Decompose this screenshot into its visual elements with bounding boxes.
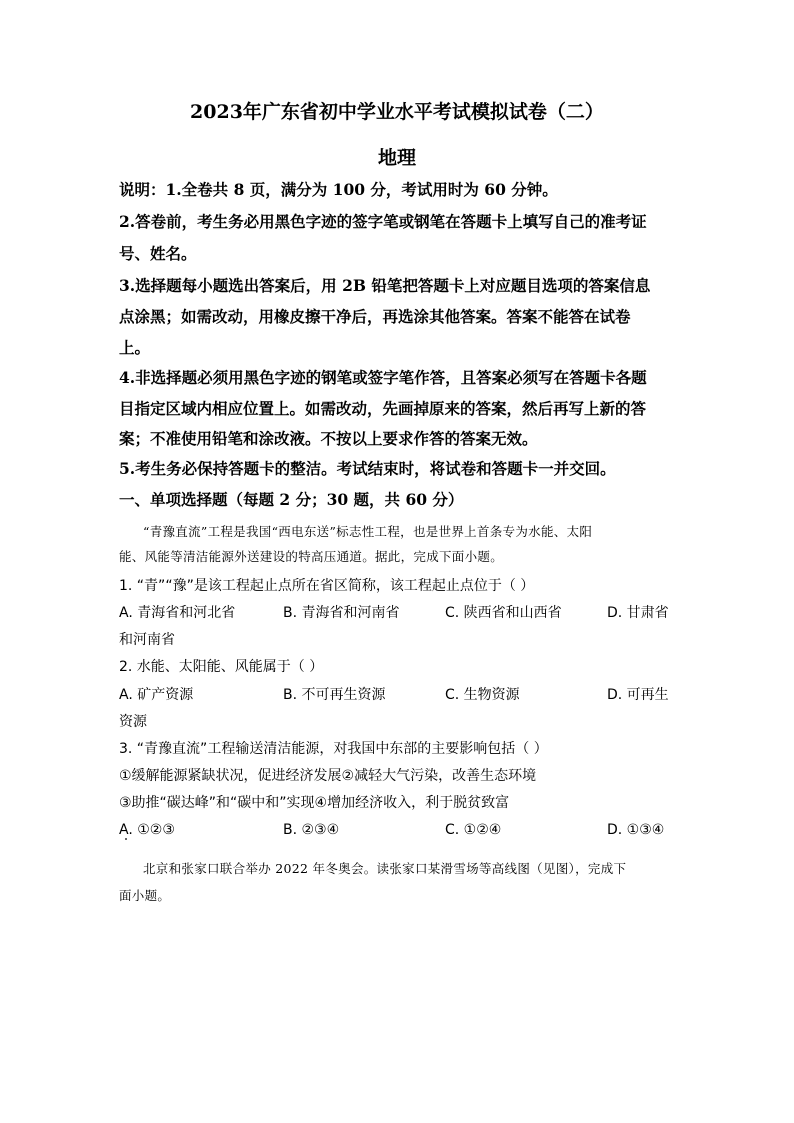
instruction-line: 案；不准使用铅笔和涂改液。不按以上要求作答的答案无效。 (119, 429, 538, 448)
exam-title: 2023年广东省初中学业水平考试模拟试卷（二） (190, 101, 604, 123)
instruction-line: 目指定区域内相应位置上。如需改动，先画掉原来的答案，然后再写上新的答 (119, 399, 647, 418)
passage-line: 能、风能等清洁能源外送建设的特高压通道。据此，完成下面小题。 (119, 549, 504, 564)
instruction-line: 4.非选择题必须用黑色字迹的钢笔或签字笔作答，且答案必须写在答题卡各题 (119, 368, 647, 387)
statement-line: ①缓解能源紧缺状况，促进经济发展②减轻大气污染，改善生态环境 (119, 768, 537, 784)
passage-line: “青豫直流”工程是我国“西电东送”标志性工程，也是世界上首条专为水能、太阳 (143, 524, 593, 539)
instruction-line: 2.答卷前，考生务必用黑色字迹的签字笔或钢笔在答题卡上填写自己的准考证 (119, 212, 647, 231)
instruction-line: 说明：1.全卷共 8 页，满分为 100 分，考试用时为 60 分钟。 (119, 180, 558, 199)
passage-line: 北京和张家口联合举办 2022 年冬奥会。读张家口某滑雪场等高线图（见图），完成下 (143, 861, 627, 876)
option-d: D. 甘肃省 (607, 605, 669, 621)
option-a: A. 青海省和河北省 (119, 605, 236, 621)
subject-title: 地理 (377, 147, 416, 169)
passage-line: 面小题。 (119, 888, 171, 903)
instruction-line: 5.考生务必保持答题卡的整洁。考试结束时，将试卷和答题卡一并交回。 (119, 459, 616, 478)
question-stem: 1. “青”“豫”是该工程起止点所在省区简称，该工程起止点位于（ ） (119, 578, 535, 594)
option-d: D. ①③④ (607, 822, 665, 838)
instruction-line: 3.选择题每小题选出答案后，用 2B 铅笔把答题卡上对应题目选项的答案信息 (119, 276, 651, 295)
question-stem: 2. 水能、太阳能、风能属于（ ） (119, 659, 324, 675)
instruction-line: 上。 (119, 338, 151, 357)
option-d: D. 可再生 (607, 687, 669, 703)
instruction-line: 号、姓名。 (119, 244, 197, 263)
option-b: B. 青海省和河南省 (283, 605, 400, 621)
instruction-line: 点涂黑；如需改动，用橡皮擦干净后，再选涂其他答案。答案不能答在试卷 (119, 307, 631, 326)
section-heading: 一、单项选择题（每题 2 分；30 题，共 60 分） (119, 490, 464, 509)
option-c: C. ①②④ (445, 822, 502, 838)
option-a: A. 矿产资源 (119, 687, 194, 703)
question-stem: 3. “青豫直流”工程输送清洁能源，对我国中东部的主要影响包括（ ） (119, 741, 548, 757)
option-d-continued: 资源 (119, 714, 147, 730)
statement-line: ③助推“碳达峰”和“碳中和”实现④增加经济收入，利于脱贫致富 (119, 795, 510, 811)
stray-dot (125, 838, 127, 840)
option-c: C. 生物资源 (445, 687, 520, 703)
option-b: B. 不可再生资源 (283, 687, 386, 703)
option-d-continued: 和河南省 (119, 632, 175, 648)
option-a: A. ①②③ (119, 822, 175, 838)
option-b: B. ②③④ (283, 822, 340, 838)
option-c: C. 陕西省和山西省 (445, 605, 562, 621)
